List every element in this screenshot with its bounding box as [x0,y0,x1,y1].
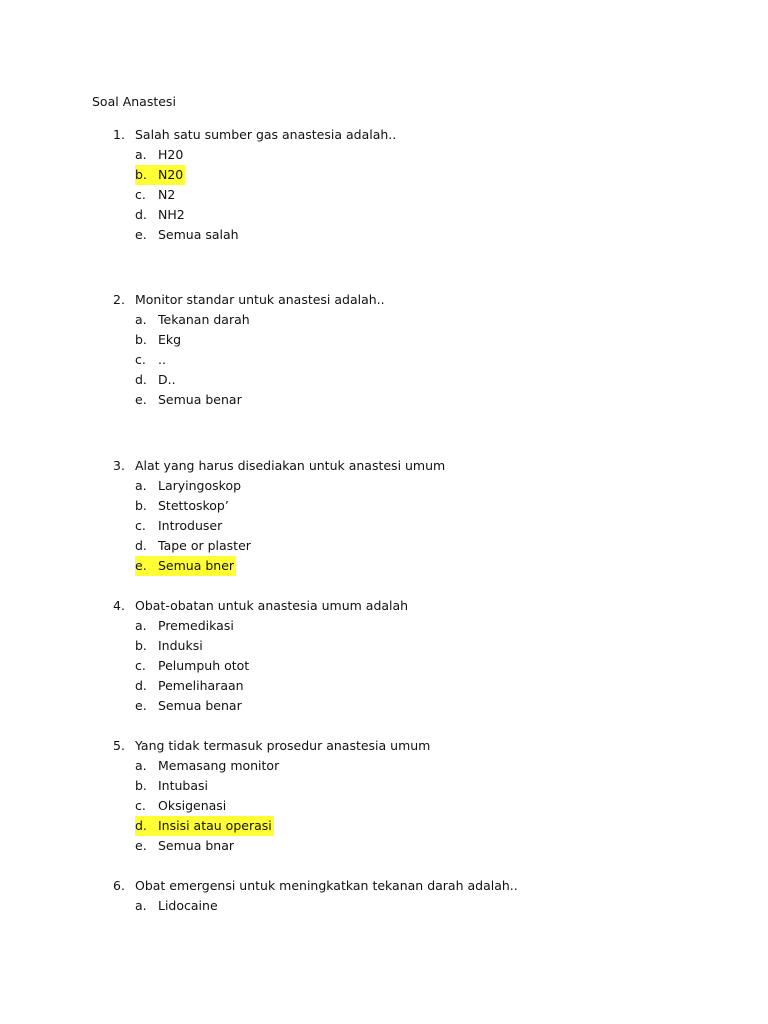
option-a [135,310,250,330]
option-letter: a. [135,147,147,162]
question-number: 4. [113,598,125,613]
question-text: Salah satu sumber gas anastesia adalah.. [135,127,397,142]
option-letter: c. [135,518,146,533]
question-line [113,456,446,476]
option-text: Semua benar [158,698,242,713]
option-letter: c. [135,658,146,673]
question-number: 3. [113,458,125,473]
option-text: Intubasi [158,778,209,793]
option-letter: c. [135,187,146,202]
question-text: Alat yang harus disediakan untuk anastesi umum [135,458,446,473]
option-letter: d. [135,818,147,833]
option-b [135,330,250,350]
option-text: Premedikasi [158,618,234,633]
option-a [135,896,218,916]
option-text: Oksigenasi [158,798,227,813]
option-text: N2 [158,187,176,202]
option-text: Introduser [158,518,223,533]
option-c [135,796,279,816]
question-4 [113,596,409,716]
option-text: Pemeliharaan [158,678,244,693]
option-letter: b. [135,778,147,793]
option-e [135,836,279,856]
option-text: Semua bner [158,558,235,573]
question-text: Monitor standar untuk anastesi adalah.. [135,292,385,307]
option-letter: a. [135,618,147,633]
answer-highlight [135,556,236,576]
option-a [135,145,239,165]
option-letter: b. [135,167,147,182]
option-text: Semua benar [158,392,242,407]
question-number: 5. [113,738,125,753]
option-letter: e. [135,558,147,573]
option-e [135,225,239,245]
option-letter: c. [135,798,146,813]
option-d [135,370,250,390]
question-3 [113,456,446,576]
option-letter: d. [135,678,147,693]
option-letter: b. [135,498,147,513]
question-line [113,290,385,310]
option-letter: d. [135,207,147,222]
option-letter: e. [135,838,147,853]
option-e [135,696,249,716]
option-text: Stettoskop’ [158,498,229,513]
option-a [135,616,249,636]
option-b [135,496,251,516]
option-text: Laryingoskop [158,478,242,493]
option-letter: a. [135,478,147,493]
question-text: Yang tidak termasuk prosedur anastesia umum [135,738,431,753]
question-5 [113,736,431,856]
answer-highlight [135,816,274,836]
option-letter: e. [135,392,147,407]
option-c [135,185,239,205]
option-text: D.. [158,372,176,387]
option-d-highlighted [135,816,279,836]
question-number: 6. [113,878,125,893]
answer-highlight [135,165,185,185]
option-e [135,390,250,410]
option-text: Semua salah [158,227,239,242]
option-text: H20 [158,147,184,162]
option-letter: c. [135,352,146,367]
option-a [135,756,279,776]
option-text: Semua bnar [158,838,235,853]
option-letter: b. [135,332,147,347]
option-d [135,676,249,696]
question-1 [113,125,397,245]
option-c [135,350,250,370]
option-letter: d. [135,372,147,387]
option-letter: a. [135,758,147,773]
question-text: Obat-obatan untuk anastesia umum adalah [135,598,409,613]
option-c [135,656,249,676]
question-line [113,876,518,896]
option-text: Tape or plaster [158,538,251,553]
option-e-highlighted [135,556,251,576]
option-letter: e. [135,698,147,713]
option-letter: e. [135,227,147,242]
question-6 [113,876,518,916]
option-text: Pelumpuh otot [158,658,250,673]
option-text: Tekanan darah [158,312,250,327]
page-title: Soal Anastesi [92,94,176,109]
option-b [135,776,279,796]
option-c [135,516,251,536]
question-line [113,596,409,616]
option-b-highlighted [135,165,239,185]
option-text: .. [158,352,166,367]
question-number: 2. [113,292,125,307]
option-b [135,636,249,656]
option-text: NH2 [158,207,185,222]
question-line [113,125,397,145]
option-text: Memasang monitor [158,758,280,773]
option-d [135,536,251,556]
question-text: Obat emergensi untuk meningkatkan tekanan darah adalah.. [135,878,518,893]
option-letter: b. [135,638,147,653]
option-letter: a. [135,312,147,327]
option-text: Lidocaine [158,898,218,913]
option-text: Induksi [158,638,203,653]
question-line [113,736,431,756]
option-a [135,476,251,496]
option-d [135,205,239,225]
option-letter: d. [135,538,147,553]
option-text: N20 [158,167,184,182]
option-letter: a. [135,898,147,913]
question-2 [113,290,385,410]
question-number: 1. [113,127,125,142]
option-text: Insisi atau operasi [158,818,272,833]
option-text: Ekg [158,332,182,347]
